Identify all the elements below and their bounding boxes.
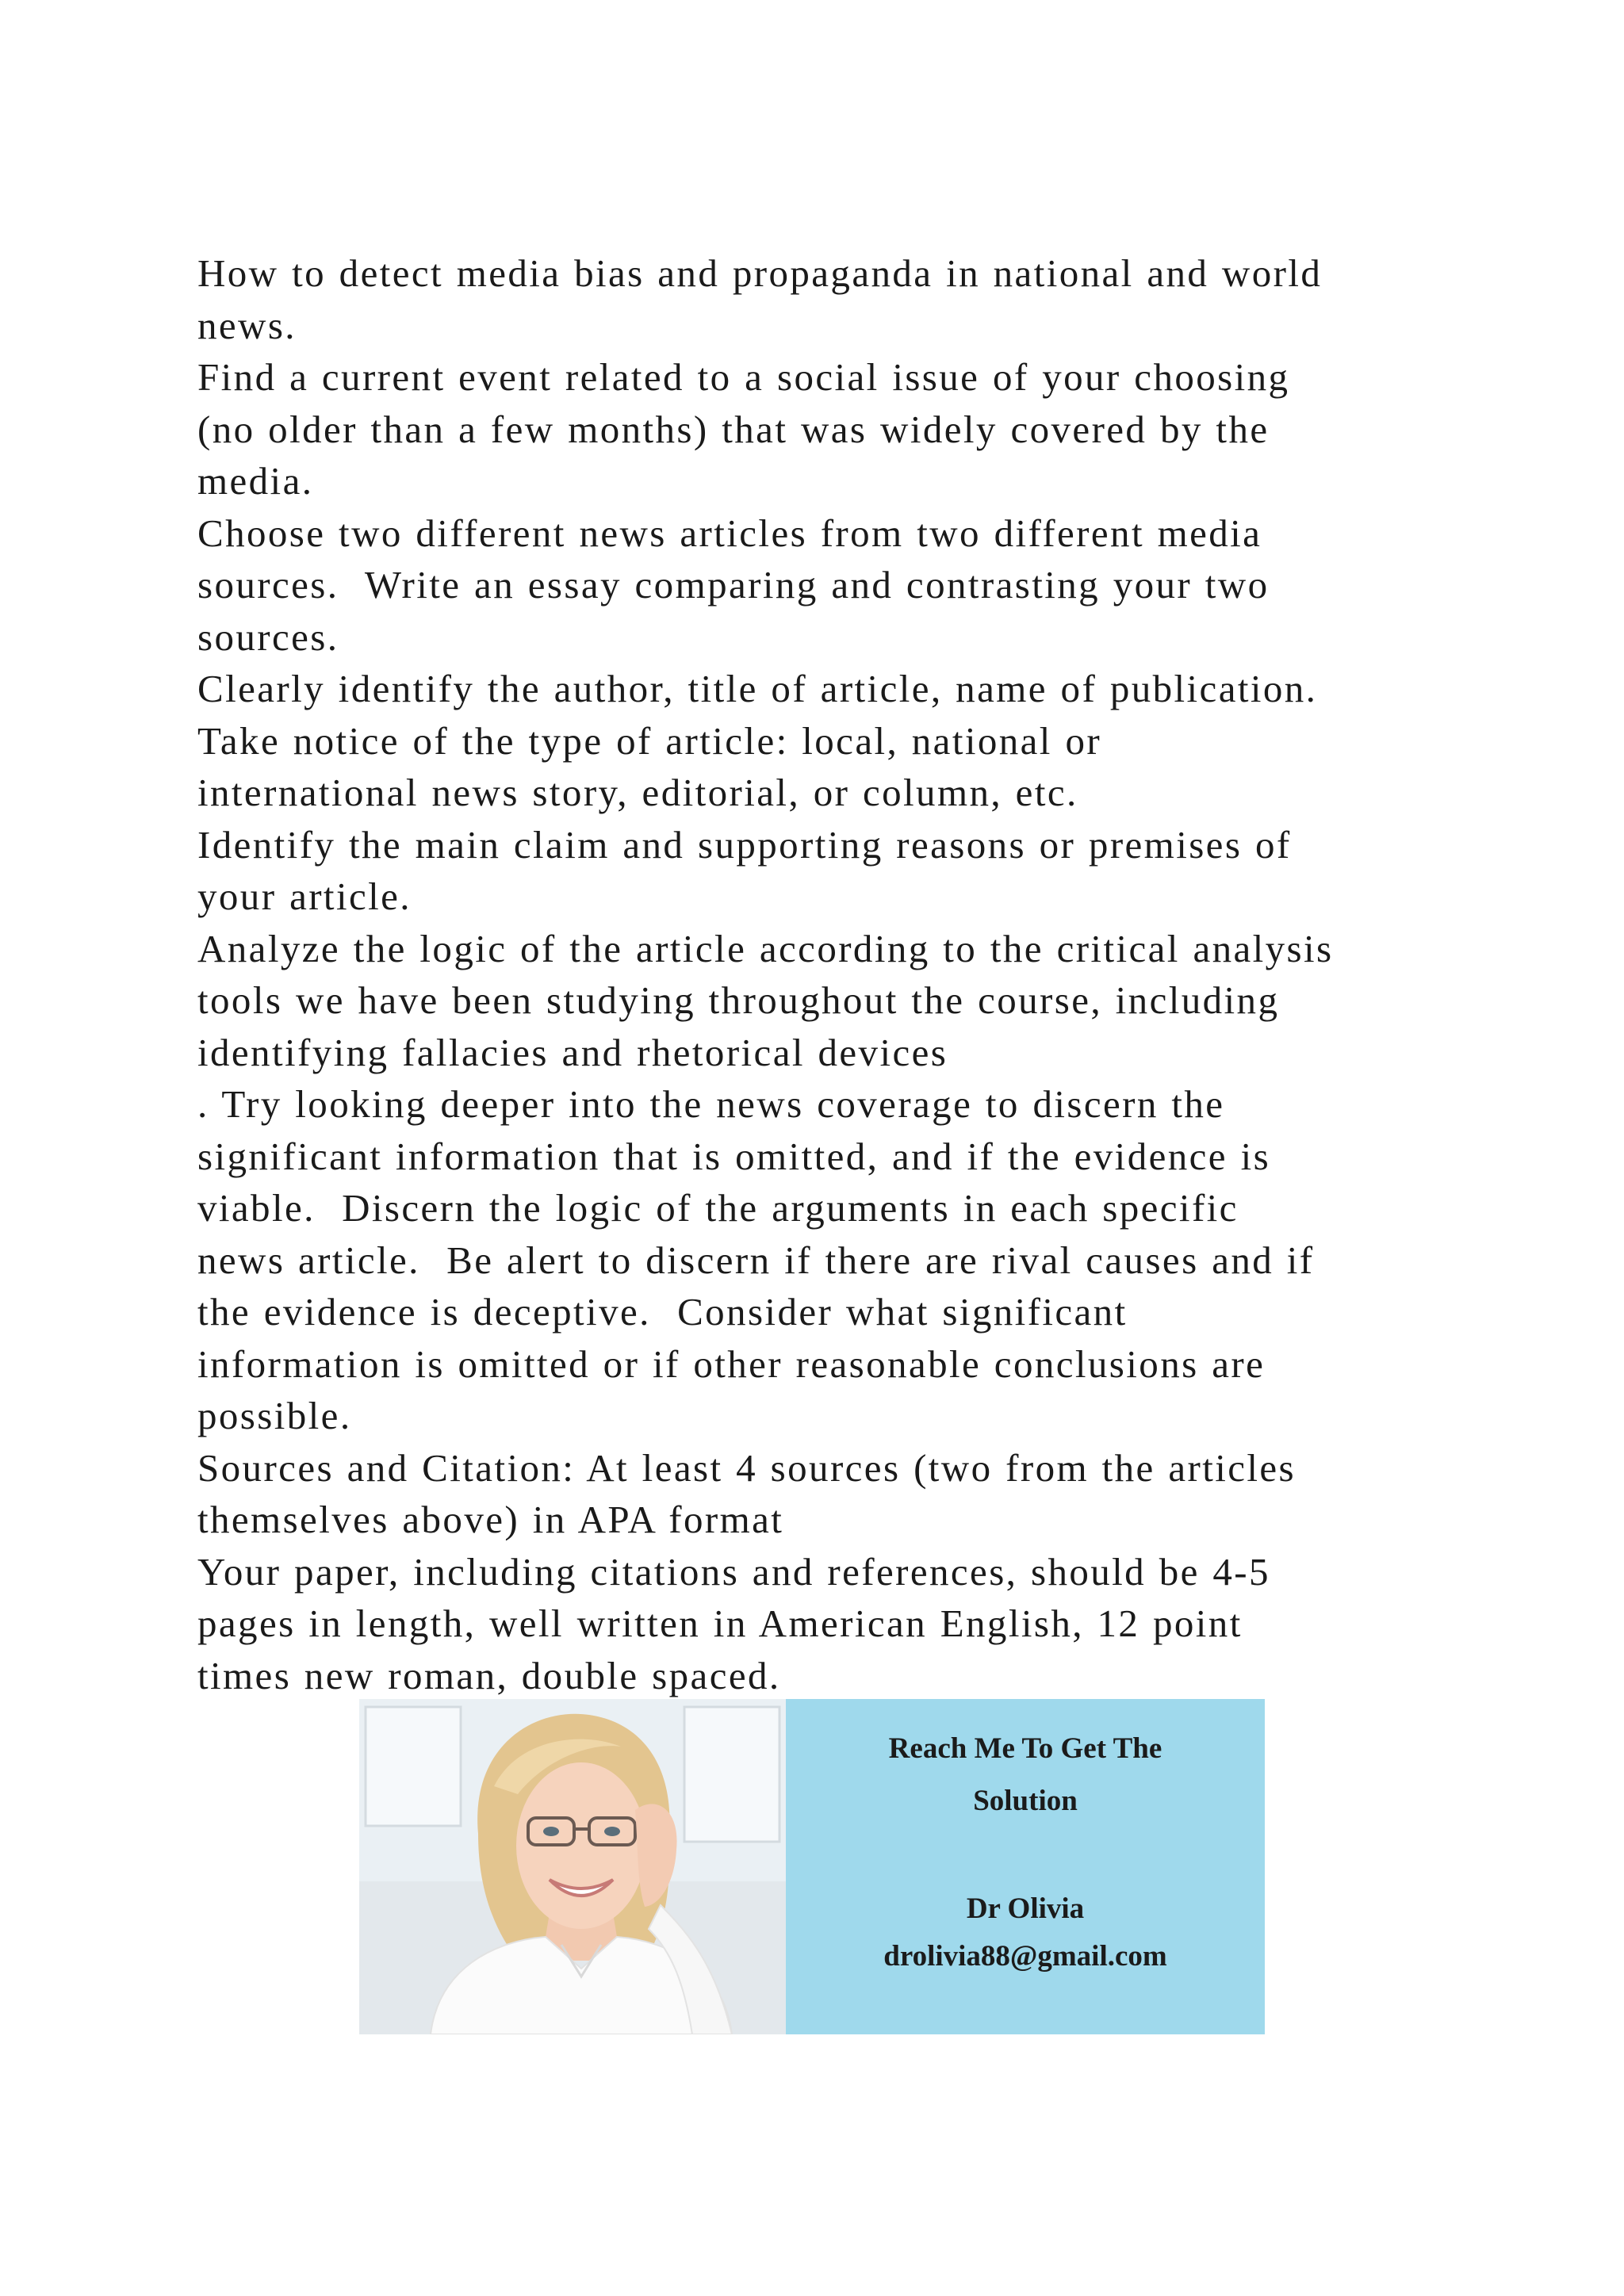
assignment-text [197, 247, 1466, 1701]
text-line: news article. Be alert to discern if there are rival causes and if [197, 1238, 1315, 1282]
contact-panel [786, 1699, 1265, 2034]
promo-heading-line1: Reach Me To Get The [888, 1732, 1162, 1765]
contact-email: drolivia88@gmail.com [883, 1940, 1167, 1973]
text-line: Find a current event related to a social issue of your choosing [197, 355, 1290, 399]
woman-photo [359, 1699, 786, 2034]
text-line: . Try looking deeper into the news coverage to discern the [197, 1082, 1225, 1126]
text-line: the evidence is deceptive. Consider what significant [197, 1290, 1128, 1334]
text-line: Clearly identify the author, title of article, name of publication. [197, 667, 1318, 710]
text-line: your article. [197, 874, 412, 918]
text-line: viable. Discern the logic of the arguments in each specific [197, 1186, 1239, 1230]
text-line: news. [197, 303, 297, 347]
text-line: How to detect media bias and propaganda in national and world [197, 251, 1323, 295]
promo-heading [786, 1723, 1265, 1827]
promo-heading-line2: Solution [973, 1785, 1078, 1817]
text-line: information is omitted or if other reasonable conclusions are [197, 1341, 1266, 1386]
contact-name: Dr Olivia [966, 1892, 1085, 1925]
text-line: themselves above) in APA format [197, 1498, 784, 1541]
text-line: Choose two different news articles from two different media [197, 511, 1262, 555]
text-line: media. [197, 459, 314, 503]
text-line: Take notice of the type of article: local, national or [197, 718, 1102, 763]
woman-illustration [359, 1699, 786, 2034]
text-line: Identify the main claim and supporting reasons or premises of [197, 822, 1292, 867]
text-line: times new roman, double spaced. [197, 1653, 781, 1697]
text-line: (no older than a few months) that was widely covered by the [197, 407, 1270, 451]
text-line: tools we have been studying throughout the course, including [197, 978, 1280, 1022]
text-line: significant information that is omitted, and if the evidence is [197, 1134, 1271, 1178]
text-line: Sources and Citation: At least 4 sources (two from the articles [197, 1445, 1297, 1490]
text-line: pages in length, well written in American English, 12 point [197, 1601, 1243, 1645]
text-line: sources. Write an essay comparing and contrasting your two [197, 563, 1270, 607]
text-line: international news story, editorial, or column, etc. [197, 771, 1078, 814]
text-line: sources. [197, 614, 339, 659]
promo-banner [359, 1699, 1265, 2034]
text-line: Analyze the logic of the article according to the critical analysis [197, 926, 1334, 970]
text-line: Your paper, including citations and references, should be 4-5 [197, 1549, 1270, 1594]
text-line: identifying fallacies and rhetorical devices [197, 1030, 948, 1074]
text-line: possible. [197, 1394, 352, 1437]
